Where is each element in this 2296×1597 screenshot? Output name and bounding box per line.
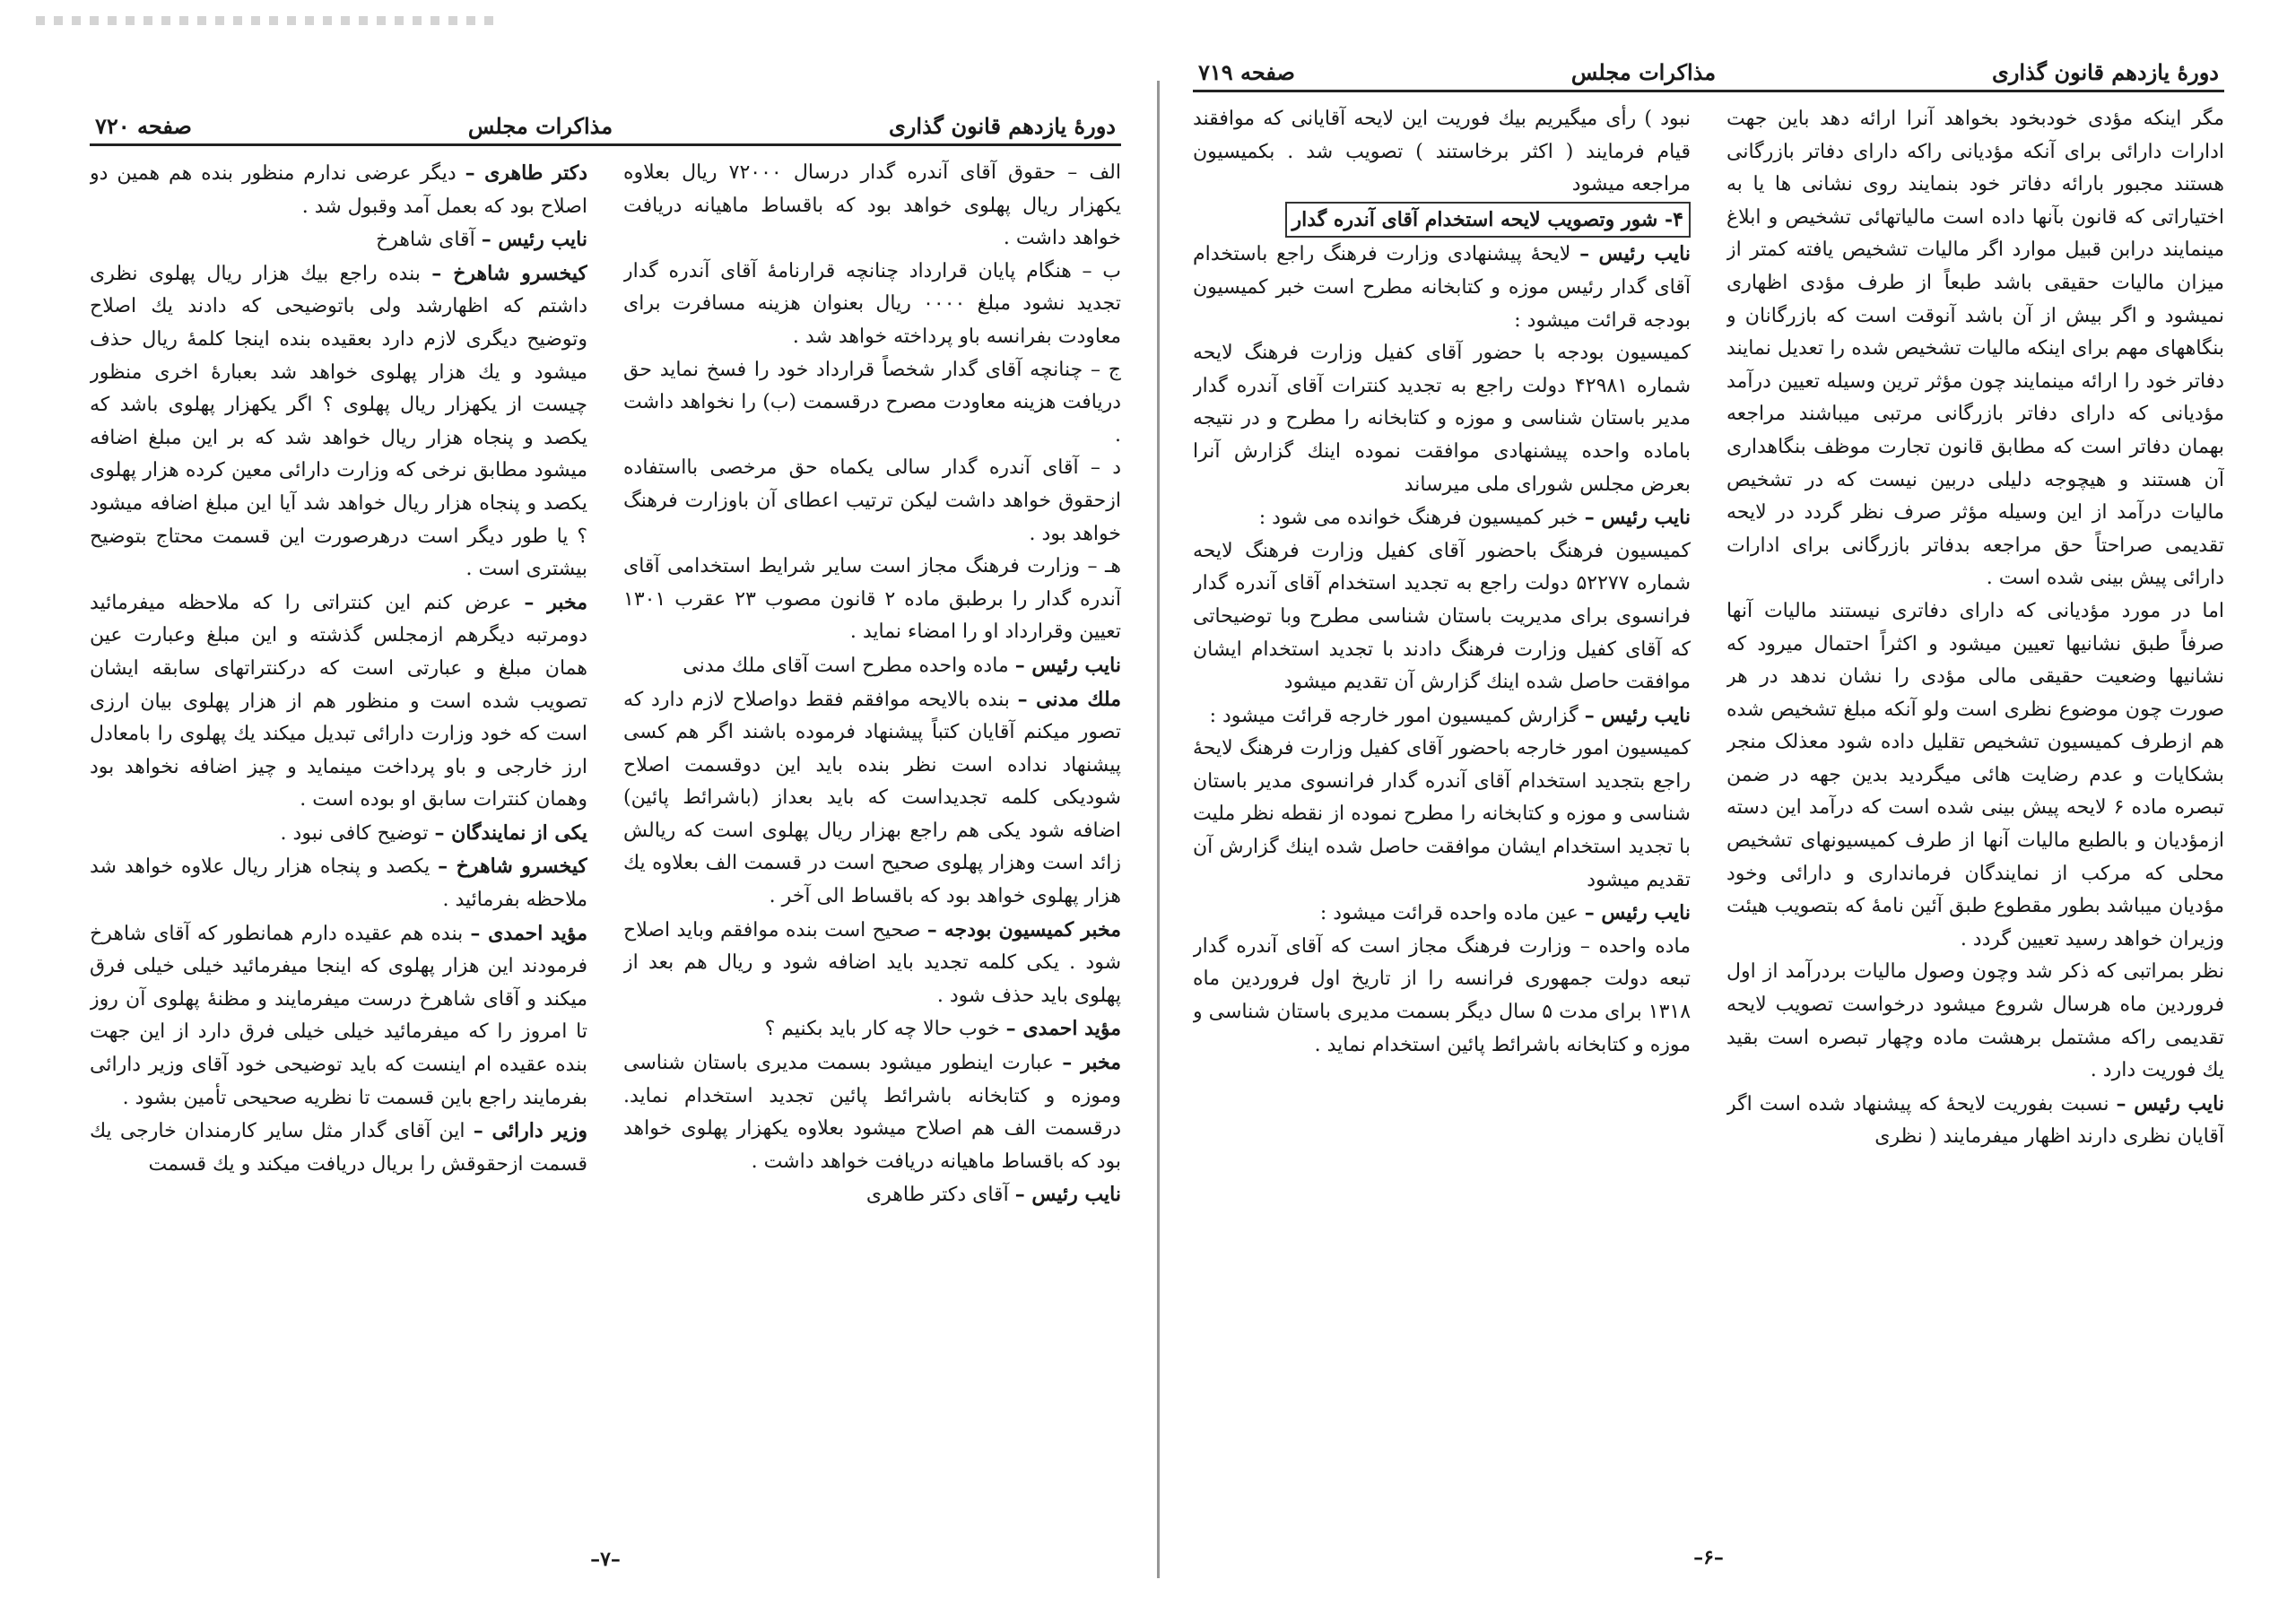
speech-text: ماده واحده مطرح است آقای ملك مدنی (683, 654, 1015, 677)
speaker-paragraph (1726, 1088, 2224, 1154)
speaker-name: وزیر دارائی – (473, 1119, 587, 1143)
speech-text: صحیح است بنده موافقم وباید اصلاح شود . یکی کلمه تجدید باید اضافه شود و ریال هم بعد از پهلوی باید حذف شود . (623, 918, 1121, 1007)
paragraph: د – آقای آندره گدار سالی یکماه حق مرخصی بااستفاده ازحقوق خواهد داشت لیکن ترتیب اعطای آن باوزارت فرهنگ خواهد بود . (623, 456, 1121, 545)
speaker-paragraph (90, 817, 587, 851)
text-column-right (623, 157, 1121, 1556)
speaker-name: مخبر – (524, 590, 587, 614)
text-column-right (1726, 103, 2224, 1502)
speaker-name: کیخسرو شاهرخ – (438, 855, 587, 879)
speaker-name: دکتر طاهری – (465, 161, 587, 185)
paragraph: الف – حقوق آقای آندره گدار درسال ۷۲۰۰۰ ریال بعلاوه یکهزار ریال پهلوی خواهد بود که باقساط ماهیانه دریافت خواهد داشت . (623, 161, 1121, 250)
speaker-paragraph (90, 586, 587, 817)
section-heading (1193, 202, 1691, 239)
speech-text: بنده هم عقیده دارم همانطور که آقای شاهرخ فرمودند این هزار پهلوی که اینجا میفرمائید خیلی خیلی فرق میکند و آقای شاهرخ درست میفرمایند و مظنهٔ پهلوی آن روز تا امروز را که میفرمائید خیلی خیلی فرق دارد از این جهت بنده عقیده ام اینست که باید توضیحی خود آقای وزیر دارائی بفرمایند راجع باین قسمت تا نظریه صحیحی تأمین بشود . (90, 922, 587, 1109)
page-header (90, 108, 1121, 146)
speaker-paragraph (90, 917, 587, 1115)
speaker-paragraph (90, 850, 587, 916)
paragraph: کمیسیون بودجه با حضور آقای کفیل وزارت فرهنگ لایحه شماره ۴۲۹۸۱ دولت راجع به تجدید کنترات آقای آندره گدار مدیر باستان شناسی و موزه و کتابخانه را مطرح و در نتیجه باماده واحده پیشنهادی موافقت نموده اینك گزارش آنرا بعرض مجلس شورای ملی میرساند (1193, 342, 1691, 496)
scan-artifact (36, 16, 502, 25)
text-column-left (1193, 103, 1691, 1502)
speaker-name: نایب رئیس – (1584, 703, 1691, 727)
speaker-paragraph (1193, 501, 1691, 535)
page-number: صفحه ۷۱۹ (1198, 58, 1295, 85)
speaker-name: نایب رئیس – (2116, 1091, 2224, 1115)
page-footer-number: –۶– (1693, 1546, 1724, 1569)
paragraph: کمیسیون امور خارجه باحضور آقای کفیل وزارت فرهنگ لایحهٔ راجع بتجدید استخدام آقای آندره گدار فرانسوی مدیر باستان شناسی و موزه و کتابخانه را مطرح نموده از نقطه نظر ملیت با تجدید استخدام ایشان موافقت حاصل شده اینك گزارش آن تقدیم میشود (1193, 737, 1691, 891)
speech-text: آقای شاهرخ (376, 229, 482, 252)
page-footer-number: –۷– (590, 1548, 621, 1571)
speaker-name: مخبر کمیسیون بودجه – (926, 917, 1121, 942)
speech-text: بنده بالایحه موافقم فقط دواصلاح لازم دارد که تصور میکنم آقایان کتباً پیشنهاد فرموده باشند اگر هم کسی پیشنهاد نداده است نظر بنده باید این دوقسمت اصلاح شودیکی کلمه تجدیداست که باید بعداز (باشرائط پائین) اضافه شود یکی هم راجع بهزار ریال پهلوی است که ریالش زائد است وهزار پهلوی صحیح است در قسمت الف بعلاوه یك هزار پهلوی خواهد بود که باقساط الی آخر . (623, 688, 1121, 908)
page-gutter (1157, 81, 1160, 1578)
speaker-name: نایب رئیس – (1014, 653, 1121, 677)
speaker-name: نایب رئیس – (1584, 901, 1691, 925)
page-719 (1193, 54, 2224, 1569)
speech-text: یکصد و پنجاه هزار ریال علاوه خواهد شد ملاحظه بفرمائید . (90, 855, 587, 912)
paragraph: هـ – وزارت فرهنگ مجاز است سایر شرایط استخدامی آقای آندره گدار را برطبق ماده ۲ قانون مصوب ۲۳ عقرب ۱۳۰۱ تعیین وقرارداد او را امضاء نماید . (623, 555, 1121, 644)
speaker-paragraph (90, 257, 587, 586)
speech-text: توضیح کافی نبود . (280, 821, 435, 845)
speaker-name: ملك مدنی – (1017, 687, 1121, 711)
paragraph: ج – چنانچه آقای گدار شخصاً قرارداد خود را فسخ نماید حق دریافت هزینه معاودت مصرح درقسمت (ب) را نخواهد داشت . (623, 358, 1121, 447)
speaker-paragraph (90, 223, 587, 257)
paragraph: ب – هنگام پایان قرارداد چنانچه قرارنامهٔ آقای آندره گدار تجدید نشود مبلغ ۰۰۰۰ ریال بعنوان هزینه مسافرت برای معاودت بفرانسه باو پرداخته خواهد شد . (623, 259, 1121, 348)
speech-text: بنده راجع بیك هزار ریال پهلوی نظری داشتم که اظهارشد ولی باتوضیحی که دادند یك اصلاح وتوضیح دیگری لازم دارد بعقیده بنده اینجا کلمهٔ ریال حذف میشود و یك هزار پهلوی خواهد شد بعبارهٔ اخری منظور چیست از یکهزار ریال پهلوی ؟ اگر یکهزار پهلوی باشد که یکصد و پنجاه هزار ریال خواهد شد که بر این مبلغ اضافه میشود مطابق نرخی که وزارت دارائی معین کرده هزار پهلوی یکصد و پنجاه هزار ریال خواهد شد آیا این مبلغ اضافه میشود ؟ یا طور دیگر است درهرصورت این قسمت محتاج بتوضیح بیشتری است . (90, 262, 587, 581)
speech-text: این آقای گدار مثل سایر کارمندان خارجی یك قسمت ازحقوقش را بریال دریافت میکند و یك قسمت (90, 1120, 587, 1176)
speaker-paragraph (623, 1178, 1121, 1212)
page-number: صفحه ۷۲۰ (95, 112, 192, 139)
speaker-name: نایب رئیس – (1579, 242, 1691, 266)
paragraph: کمیسیون فرهنگ باحضور آقای کفیل وزارت فرهنگ لایحه شماره ۵۲۲۷۷ دولت راجع به تجدید استخدام آقای آندره گدار فرانسوی برای مدیریت باستان شناسی مطرح وبا توضیحاتی که آقای کفیل وزارت فرهنگ دادند با تجدید استخدام ایشان موافقت حاصل شده اینك گزارش آن تقدیم میشود (1193, 539, 1691, 694)
speaker-name: مؤید احمدی – (470, 921, 587, 945)
paragraph: نظر بمراتبی که ذکر شد وچون وصول مالیات بردرآمد از اول فروردین ماه هرسال شروع میشود درخواست تصویب لایحه تقدیمی راکه مشتمل برهشت ماده وچهار تبصره است بقید یك فوریت دارد . (1726, 960, 2224, 1082)
speech-text: دیگر عرضی ندارم منظور بنده هم همین دو اصلاح بود که بعمل آمد وقبول شد . (90, 162, 587, 218)
paragraph: مگر اینکه مؤدی خودبخود بخواهد آنرا ارائه دهد باین جهت ادارات دارائی برای آنکه مؤدیانی راکه دارای دفاتر بازرگانی هستند مجبور بارائه دفاتر خود بنمایند روی نشانی ها یا به اختیاراتی که قانون بآنها داده است مالیاتهائی تشخیص و ابلاغ مینمایند درابن قبیل موارد اگر مالیات تشخیص یافته کمتر از میزان مالیات حقیقی باشد طبعاً از طرف مؤدی اظهاری نمیشود و اگر بیش از آن باشد آنوقت است که بازرگانان و بنگاههای مهم برای اینکه مالیات تشخیص شده را تعدیل نمایند دفاتر خود را ارائه مینمایند چون مؤثر ترین وسیله تعیین درآمد مؤدیانی که دارای دفاتر بازرگانی مرتبی میباشند مراجعه بهمان دفاتر است که مطابق قانون تجارت موظف بنگاهداری آن هستند و هیچوجه دلیلی دربین نیست که در تشخیص مالیات درآمد از این وسیله مؤثر صرف نظر گردد در لایحه تقدیمی صراحتاً حق مراجعه بدفاتر بازرگانی برای ادارات دارائی پیش بینی شده است . (1726, 108, 2224, 590)
speech-text: خبر کمیسیون فرهنگ خوانده می شود : (1258, 507, 1585, 530)
speech-text: آقای دکتر طاهری (865, 1184, 1015, 1207)
speaker-paragraph (1193, 238, 1691, 337)
page-720 (90, 108, 1121, 1578)
speaker-name: مخبر – (1062, 1051, 1121, 1075)
speech-text: عبارت اینطور میشود بسمت مدیری باستان شناسی وموزه و کتابخانه باشرائط پائین تجدید استخدام نماید. درقسمت الف هم اصلاح میشود بعلاوه یکهزار پهلوی خواهد بود که باقساط ماهیانه دریافت خواهد داشت . (623, 1052, 1121, 1173)
speaker-paragraph (623, 683, 1121, 914)
speaker-paragraph (90, 157, 587, 223)
session-title: دورهٔ یازدهم قانون گذاری (889, 112, 1116, 139)
speaker-paragraph (90, 1115, 587, 1181)
speech-text: عین ماده واحده قرائت میشود : (1319, 902, 1585, 925)
page-header (1193, 54, 2224, 92)
header-title: مذاکرات مجلس (1570, 58, 1717, 85)
speech-text: گزارش کمیسیون امور خارجه قرائت میشود : (1209, 704, 1585, 727)
speaker-paragraph (623, 914, 1121, 1013)
header-title: مذاکرات مجلس (467, 112, 613, 139)
speaker-name: نایب رئیس – (1014, 1183, 1121, 1207)
paragraph: نبود ) رأی میگیریم بیك فوریت این لایحه آقایانی که موافقند قیام فرمایند ( اکثر برخاستند ) تصویب شد . بکمیسیون مراجعه میشود (1193, 108, 1691, 196)
section-title: ۴- شور وتصویب لایحه استخدام آقای آندره گدار (1285, 202, 1692, 239)
speech-text: لایحهٔ پیشنهادی وزارت فرهنگ راجع باستخدام آقای گدار رئیس موزه و کتابخانه مطرح است خبر کمیسیون بودجه قرائت میشود : (1193, 243, 1691, 332)
speaker-name: نایب رئیس – (481, 228, 587, 252)
speaker-name: نایب رئیس – (1584, 506, 1691, 530)
session-title: دورهٔ یازدهم قانون گذاری (1992, 58, 2219, 85)
speaker-paragraph (623, 1012, 1121, 1046)
speaker-paragraph (623, 649, 1121, 683)
speaker-name: کیخسرو شاهرخ – (431, 261, 587, 285)
speaker-paragraph (1193, 897, 1691, 931)
speaker-paragraph (1193, 699, 1691, 733)
speaker-paragraph (623, 1046, 1121, 1178)
speech-text: خوب حالا چه کار باید بکنیم ؟ (764, 1018, 1006, 1041)
speech-text: نسبت بفوریت لایحهٔ که پیشنهاد شده است اگر آقایان نظری دارند اظهار میفرمایند ( نظری (1726, 1092, 2224, 1149)
speech-text: عرض کنم این کنتراتی را که ملاحظه میفرمائید دومرتبه دیگرهم ازمجلس گذشته و این مبلغ وعبارت عین همان مبلغ و عبارتی است که درکنتراتهای سابقه ایشان تصویب شده است و منظور هم از هزار پهلوی بیان ارزی است که خود وزارت دارائی تبدیل میکند یك پهلوی را بامعادل ارز خارجی و باو پرداخت مینماید و چیز اضافه نخواهد بود وهمان کنترات سابق او بوده است . (90, 591, 587, 812)
text-column-left (90, 157, 587, 1556)
paragraph: اما در مورد مؤدیانی که دارای دفاتری نیستند مالیات آنها صرفاً طبق نشانیها تعیین میشود و اکثراً احتمال میرود که نشانیها وضعیت حقیقی مالی مؤدی را نشان ندهد در هر صورت چون موضوع نظری است ولو آنکه مبلغ تشخیص شده هم ازطرف کمیسیون تشخیص تقلیل داده شود معذلک منجر بشکایات و عدم رضایت هائی میگردید بدین جهه در ضمن تبصره ماده ۶ لایحه پیش بینی شده است که درآمد این دسته ازمؤدیان و بالطبع مالیات آنها از طرف کمیسیونهای تشخیص محلی که مرکب از نمایندگان فرمانداری و دارائی وخود مؤدیان میباشد بطور مقطوع طبق آئین نامهٔ که بتصویب هیئت وزیران خواهد رسید تعیین گردد . (1726, 599, 2224, 950)
speaker-name: مؤید احمدی – (1005, 1017, 1121, 1041)
speaker-name: یکی از نمایندگان – (434, 820, 587, 845)
paragraph: ماده واحده – وزارت فرهنگ مجاز است که آقای آندره گدار تبعه دولت جمهوری فرانسه را از تاریخ اول فروردین ماه ۱۳۱۸ برای مدت ۵ سال دیگر بسمت مدیری باستان شناسی و موزه و کتابخانه باشرائط پائین استخدام نماید . (1193, 934, 1691, 1056)
